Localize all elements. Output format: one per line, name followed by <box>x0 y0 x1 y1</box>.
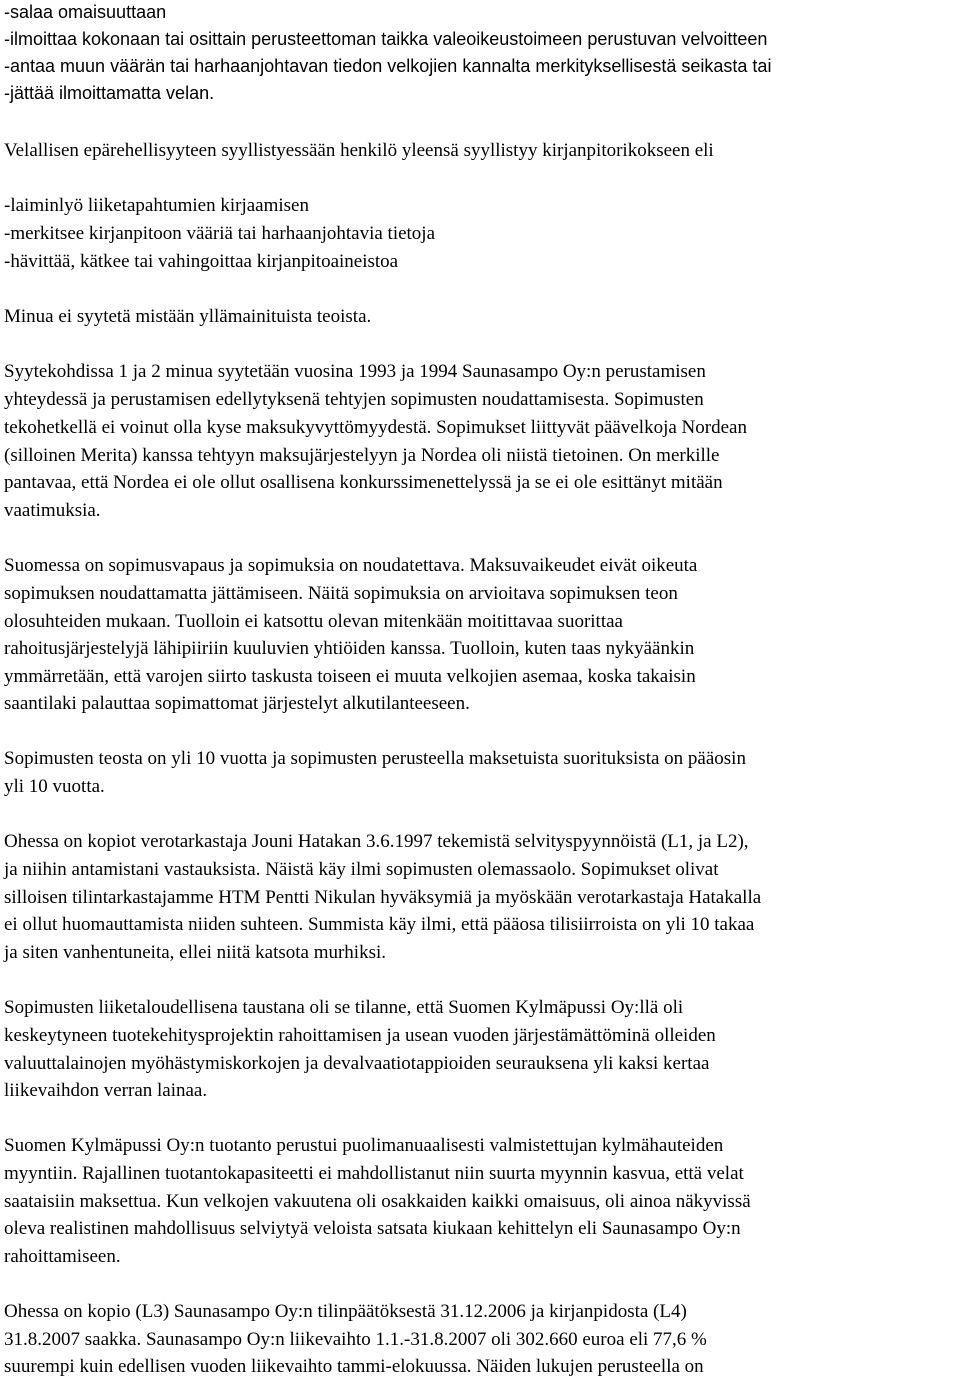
text-line: ja niihin antamistani vastauksista. Näistä käy ilmi sopimusten olemassaolo. Sopimukset olivat <box>4 859 719 880</box>
text-line: pantavaa, että Nordea ei ole ollut osallisena konkurssimenettelyssä ja se ei ole esittänyt mitään <box>4 472 723 493</box>
text-line: ymmärretään, että varojen siirto taskusta toiseen ei muuta velkojien asemaa, koska takaisin <box>4 666 696 687</box>
text-line: Minua ei syytetä mistään yllämainituista teoista. <box>4 306 372 327</box>
text-line: liikevaihdon verran lainaa. <box>4 1080 208 1101</box>
text-line: yhteydessä ja perustamisen edellytyksenä tehtyjen sopimusten noudattamisesta. Sopimusten <box>4 389 704 410</box>
text-line: Ohessa on kopio (L3) Saunasampo Oy:n tilinpäätöksestä 31.12.2006 ja kirjanpidosta (L4) <box>4 1301 687 1322</box>
text-line: sopimuksen noudattamatta jättämiseen. Näitä sopimuksia on arvioitava sopimuksen teon <box>4 583 678 604</box>
text-line: rahoitusjärjestelyjä lähipiiriin kuuluvien yhtiöiden kanssa. Tuolloin, kuten taas nykyäänkin <box>4 638 695 659</box>
text-line: olosuhteiden mukaan. Tuolloin ei katsottu olevan mitenkään moitittavaa suorittaa <box>4 611 623 632</box>
text-line: yli 10 vuotta. <box>4 776 105 797</box>
text-line: silloisen tilintarkastajamme HTM Pentti Nikulan hyväksymiä ja myöskään verotarkastaja Hatakalla <box>4 887 762 908</box>
text-line: Ohessa on kopiot verotarkastaja Jouni Hatakan 3.6.1997 tekemistä selvityspyynnöistä (L1, ja L2), <box>4 831 749 852</box>
text-line: Velallisen epärehellisyyteen syyllistyessään henkilö yleensä syyllistyy kirjanpitorikokseen eli <box>4 140 714 161</box>
text-line: saantilaki palauttaa sopimattomat järjestelyt alkutilanteeseen. <box>4 693 470 714</box>
text-line: oleva realistinen mahdollisuus selviytyä veloista satsata kiukaan kehittelyn eli Saunasampo Oy:n <box>4 1218 741 1239</box>
text-line: Sopimusten teosta on yli 10 vuotta ja sopimusten perusteella maksetuista suorituksista on pääosin <box>4 748 746 769</box>
text-line: -jättää ilmoittamatta velan. <box>4 83 215 103</box>
text-line: ja siten vanhentuneita, ellei niitä katsota murhiksi. <box>4 942 387 963</box>
text-line: valuuttalainojen myöhästymiskorkojen ja devalvaatiotappioiden seurauksena yli kaksi kertaa <box>4 1053 710 1074</box>
text-line: Sopimusten liiketaloudellisena taustana oli se tilanne, että Suomen Kylmäpussi Oy:llä oli <box>4 997 684 1018</box>
text-line: 31.8.2007 saakka. Saunasampo Oy:n liikevaihto 1.1.-31.8.2007 oli 302.660 euroa eli 77,6 % <box>4 1329 707 1350</box>
text-line: suurempi kuin edellisen vuoden liikevaihto tammi-elokuussa. Näiden lukujen perusteella on <box>4 1356 704 1377</box>
text-line: keskeytyneen tuotekehitysprojektin rahoittamisen ja usean vuoden järjestämättöminä olleiden <box>4 1025 716 1046</box>
text-line: -salaa omaisuuttaan <box>4 2 167 22</box>
text-line: Syytekohdissa 1 ja 2 minua syytetään vuosina 1993 ja 1994 Saunasampo Oy:n perustamisen <box>4 361 706 382</box>
text-line: -laiminlyö liiketapahtumien kirjaamisen <box>4 195 309 216</box>
text-line: saataisiin maksettua. Kun velkojen vakuutena oli osakkaiden kaikki omaisuus, oli ainoa näkyvissä <box>4 1191 751 1212</box>
text-line: Suomen Kylmäpussi Oy:n tuotanto perustui puolimanuaalisesti valmistettujan kylmähauteiden <box>4 1135 724 1156</box>
text-line: tekohetkellä ei voinut olla kyse maksukyvyttömyydestä. Sopimukset liittyvät päävelkoja Nordean <box>4 417 747 438</box>
text-line: myyntiin. Rajallinen tuotantokapasiteetti ei mahdollistanut niin suurta myynnin kasvua, että velat <box>4 1163 744 1184</box>
text-line: -antaa muun väärän tai harhaanjohtavan tiedon velkojien kannalta merkityksellisestä seikasta tai <box>4 56 772 76</box>
text-line: ei ollut huomauttamista niiden suhteen. Summista käy ilmi, että pääosa tilisiirroista on yli 10 takaa <box>4 914 755 935</box>
text-line: vaatimuksia. <box>4 500 101 521</box>
text-line: -ilmoittaa kokonaan tai osittain perusteettoman taikka valeoikeustoimeen perustuvan velvoitteen <box>4 29 768 49</box>
text-line: rahoittamiseen. <box>4 1246 121 1267</box>
text-line: (silloinen Merita) kanssa tehtyyn maksujärjestelyyn ja Nordea oli niistä tietoinen. On merkille <box>4 445 720 466</box>
text-line: Suomessa on sopimusvapaus ja sopimuksia on noudatettava. Maksuvaikeudet eivät oikeuta <box>4 555 698 576</box>
text-line: -merkitsee kirjanpitoon vääriä tai harhaanjohtavia tietoja <box>4 223 436 244</box>
text-line: -hävittää, kätkee tai vahingoittaa kirjanpitoaineistoa <box>4 251 399 272</box>
